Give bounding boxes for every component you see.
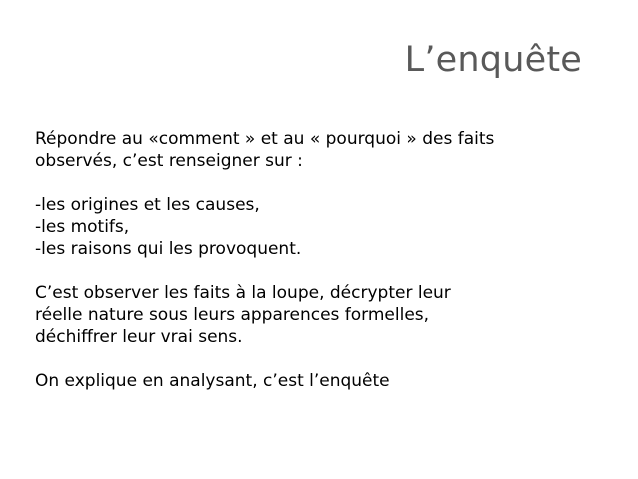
- list-item: -les raisons qui les provoquent.: [35, 239, 302, 259]
- list-item: -les motifs,: [35, 217, 130, 237]
- text-line: Répondre au «comment » et au « pourquoi » des faits: [35, 129, 495, 149]
- paragraph-list: [35, 194, 615, 260]
- list-item: -les origines et les causes,: [35, 195, 260, 215]
- text-line: C’est observer les faits à la loupe, décrypter leur: [35, 283, 451, 303]
- slide-title: L’enquête: [404, 40, 582, 80]
- slide-body: [35, 128, 615, 414]
- paragraph-conclusion: [35, 370, 615, 392]
- text-line: déchiffrer leur vrai sens.: [35, 327, 243, 347]
- text-line: On explique en analysant, c’est l’enquête: [35, 371, 390, 391]
- paragraph-observation: [35, 282, 615, 348]
- paragraph-intro: [35, 128, 615, 172]
- text-line: observés, c’est renseigner sur :: [35, 151, 303, 171]
- text-line: réelle nature sous leurs apparences formelles,: [35, 305, 430, 325]
